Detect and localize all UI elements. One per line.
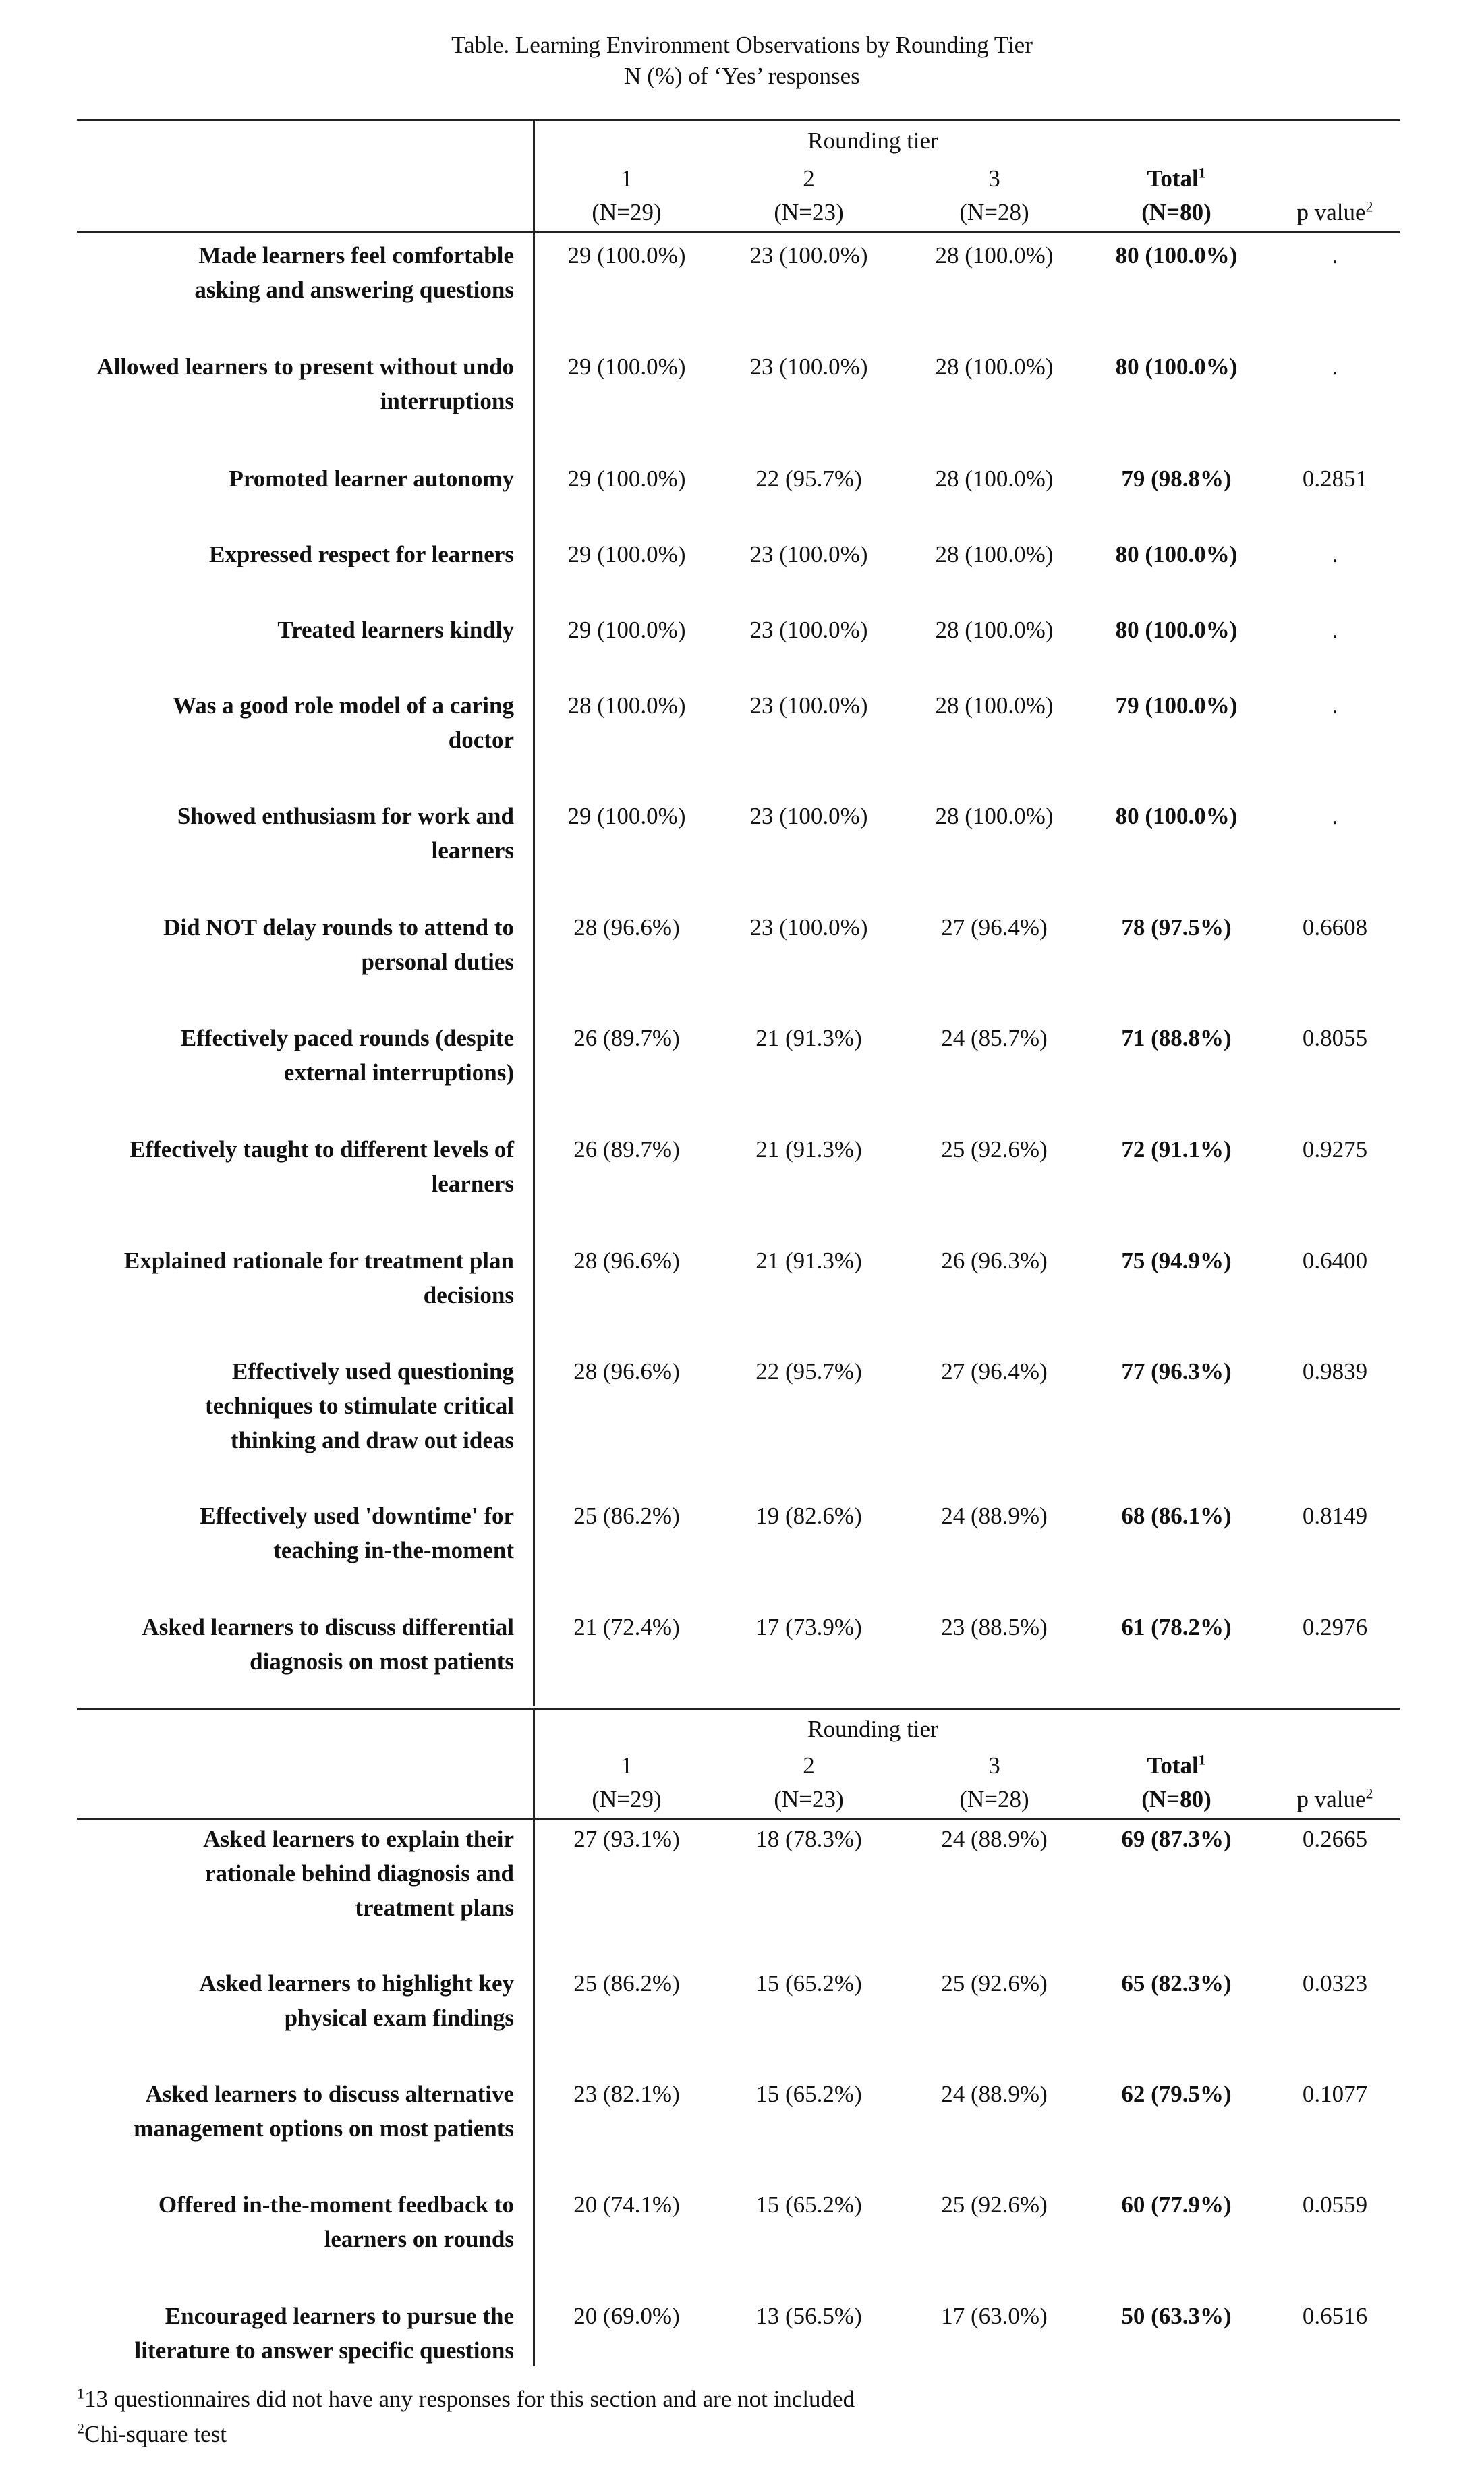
tier-1-cell: 25 (86.2%) bbox=[573, 1970, 680, 1997]
tier-3-cell: 27 (96.4%) bbox=[941, 914, 1048, 941]
tier-2-cell: 15 (65.2%) bbox=[755, 1970, 862, 1997]
row-label: Treated learners kindly bbox=[277, 617, 514, 643]
col-head-total: Total$^1$ (N=80) bbox=[1141, 164, 1211, 225]
tier-3-cell: 24 (85.7%) bbox=[941, 1025, 1048, 1051]
tier-2-cell: 23 (100.0%) bbox=[749, 803, 868, 829]
row-label: Effectively taught to different levels of learners bbox=[130, 1136, 514, 1197]
tier-2-cell: 23 (100.0%) bbox=[749, 617, 868, 643]
tier-2-cell: 22 (95.7%) bbox=[755, 466, 862, 492]
tier-3-cell: 17 (63.0%) bbox=[941, 2303, 1048, 2329]
tier-2-cell: 23 (100.0%) bbox=[749, 914, 868, 941]
tier-3-cell: 24 (88.9%) bbox=[941, 1826, 1048, 1852]
tier-1-cell: 29 (100.0%) bbox=[567, 617, 686, 643]
tier-1-cell: 26 (89.7%) bbox=[573, 1136, 680, 1163]
p-value-cell: 0.2665 bbox=[1302, 1826, 1368, 1852]
p-value-cell: . bbox=[1332, 354, 1338, 380]
section-2-header-rule bbox=[77, 1818, 1400, 1820]
p-value-cell: 0.0323 bbox=[1302, 1970, 1368, 1997]
total-cell: 78 (97.5%) bbox=[1121, 914, 1232, 941]
table-section-2 bbox=[77, 1708, 1400, 2370]
row-label: Asked learners to discuss differential diagnosis on most patients bbox=[142, 1614, 514, 1675]
total-cell: 71 (88.8%) bbox=[1121, 1025, 1232, 1051]
tier-3-cell: 24 (88.9%) bbox=[941, 2081, 1048, 2107]
tier-3-cell: 28 (100.0%) bbox=[935, 617, 1054, 643]
tier-3-cell: 26 (96.3%) bbox=[941, 1248, 1048, 1274]
tier-1-cell: 28 (96.6%) bbox=[573, 1248, 680, 1274]
tier-1-cell: 29 (100.0%) bbox=[567, 354, 686, 380]
tier-2-cell: 13 (56.5%) bbox=[755, 2303, 862, 2329]
col-head-p-value: p value$^2$ bbox=[1296, 198, 1373, 225]
tier-2-cell: 22 (95.7%) bbox=[755, 1358, 862, 1385]
tier-3-cell: 28 (100.0%) bbox=[935, 354, 1054, 380]
total-cell: 65 (82.3%) bbox=[1121, 1970, 1232, 1997]
row-label: Expressed respect for learners bbox=[209, 541, 514, 567]
tier-3-cell: 27 (96.4%) bbox=[941, 1358, 1048, 1385]
tier-1-cell: 21 (72.4%) bbox=[573, 1614, 680, 1640]
tier-1-cell: 28 (96.6%) bbox=[573, 914, 680, 941]
total-cell: 69 (87.3%) bbox=[1121, 1826, 1232, 1852]
total-cell: 80 (100.0%) bbox=[1115, 354, 1238, 380]
row-label: Showed enthusiasm for work and learners bbox=[177, 803, 514, 864]
col-head-p-value: p value$^2$ bbox=[1296, 1785, 1373, 1812]
col-head-tier-2: 2 (N=23) bbox=[774, 1752, 844, 1812]
row-label: Asked learners to explain their rationale behind diagnosis and treatment plans bbox=[203, 1826, 514, 1921]
tier-1-cell: 29 (100.0%) bbox=[567, 242, 686, 269]
p-value-cell: . bbox=[1332, 541, 1338, 567]
footnote-2: $^2$Chi-square test bbox=[77, 2420, 227, 2447]
tier-3-cell: 28 (100.0%) bbox=[935, 803, 1054, 829]
tier-3-cell: 23 (88.5%) bbox=[941, 1614, 1048, 1640]
tier-3-cell: 25 (92.6%) bbox=[941, 1136, 1048, 1163]
p-value-cell: 0.8149 bbox=[1302, 1503, 1368, 1529]
tier-2-cell: 21 (91.3%) bbox=[755, 1025, 862, 1051]
p-value-cell: . bbox=[1332, 242, 1338, 269]
p-value-cell: . bbox=[1332, 617, 1338, 643]
tier-1-cell: 28 (100.0%) bbox=[567, 692, 686, 719]
tier-1-cell: 28 (96.6%) bbox=[573, 1358, 680, 1385]
total-cell: 60 (77.9%) bbox=[1121, 2192, 1232, 2218]
total-cell: 62 (79.5%) bbox=[1121, 2081, 1232, 2107]
col-head-tier-1: 1 (N=29) bbox=[592, 1752, 662, 1812]
p-value-cell: 0.6400 bbox=[1302, 1248, 1368, 1274]
tier-3-cell: 25 (92.6%) bbox=[941, 1970, 1048, 1997]
tier-3-cell: 28 (100.0%) bbox=[935, 692, 1054, 719]
row-label: Offered in-the-moment feedback to learners on rounds bbox=[158, 2192, 514, 2252]
header-rule bbox=[77, 231, 1400, 233]
row-label: Explained rationale for treatment plan decisions bbox=[123, 1248, 514, 1308]
total-cell: 61 (78.2%) bbox=[1121, 1614, 1232, 1640]
row-label: Asked learners to discuss alternative management options on most patients bbox=[134, 2081, 514, 2142]
p-value-cell: . bbox=[1332, 692, 1338, 719]
row-label: Promoted learner autonomy bbox=[229, 466, 514, 492]
row-label: Effectively paced rounds (despite external interruptions) bbox=[180, 1025, 514, 1086]
footnotes bbox=[77, 2382, 855, 2452]
tier-1-cell: 25 (86.2%) bbox=[573, 1503, 680, 1529]
col-head-tier-2: 2 (N=23) bbox=[774, 165, 844, 225]
tier-2-cell: 17 (73.9%) bbox=[755, 1614, 862, 1640]
footnote-1: $^1$13 questionnaires did not have any responses for this section and are not included bbox=[77, 2384, 855, 2412]
p-value-cell: . bbox=[1332, 803, 1338, 829]
row-label: Did NOT delay rounds to attend to personal duties bbox=[163, 914, 514, 975]
total-cell: 80 (100.0%) bbox=[1115, 803, 1238, 829]
tier-2-cell: 18 (78.3%) bbox=[755, 1826, 862, 1852]
total-cell: 68 (86.1%) bbox=[1121, 1503, 1232, 1529]
p-value-cell: 0.2976 bbox=[1302, 1614, 1368, 1640]
tier-2-cell: 15 (65.2%) bbox=[755, 2081, 862, 2107]
row-label: Asked learners to highlight key physical exam findings bbox=[199, 1970, 514, 2031]
total-cell: 79 (100.0%) bbox=[1115, 692, 1238, 719]
tier-2-cell: 21 (91.3%) bbox=[755, 1248, 862, 1274]
total-cell: 80 (100.0%) bbox=[1115, 617, 1238, 643]
total-cell: 80 (100.0%) bbox=[1115, 541, 1238, 567]
tier-1-cell: 26 (89.7%) bbox=[573, 1025, 680, 1051]
tier-3-cell: 28 (100.0%) bbox=[935, 242, 1054, 269]
tier-3-cell: 24 (88.9%) bbox=[941, 1503, 1048, 1529]
tier-1-cell: 27 (93.1%) bbox=[573, 1826, 680, 1852]
row-label: Made learners feel comfortable asking and answering questions bbox=[194, 242, 514, 303]
col-head-tier-1: 1 (N=29) bbox=[592, 165, 662, 225]
tier-2-cell: 19 (82.6%) bbox=[755, 1503, 862, 1529]
total-cell: 50 (63.3%) bbox=[1121, 2303, 1232, 2329]
p-value-cell: 0.9275 bbox=[1302, 1136, 1368, 1163]
p-value-cell: 0.0559 bbox=[1302, 2192, 1368, 2218]
p-value-cell: 0.6516 bbox=[1302, 2303, 1368, 2329]
tier-1-cell: 20 (74.1%) bbox=[573, 2192, 680, 2218]
table-section-1 bbox=[77, 119, 1400, 1714]
col-head-total: Total$^1$ (N=80) bbox=[1141, 1751, 1211, 1812]
tier-1-cell: 29 (100.0%) bbox=[567, 466, 686, 492]
col-head-tier-3: 3 (N=28) bbox=[959, 1752, 1029, 1812]
col-head-tier-3: 3 (N=28) bbox=[959, 165, 1029, 225]
tier-1-cell: 29 (100.0%) bbox=[567, 803, 686, 829]
tier-1-cell: 29 (100.0%) bbox=[567, 541, 686, 567]
label-divider bbox=[533, 1708, 535, 2366]
table-title: Table. Learning Environment Observations by Rounding Tier bbox=[451, 32, 1033, 58]
tier-2-cell: 23 (100.0%) bbox=[749, 242, 868, 269]
section-2-top-rule bbox=[77, 1708, 1400, 1710]
table-subtitle: N (%) of ‘Yes’ responses bbox=[624, 63, 860, 89]
p-value-cell: 0.2851 bbox=[1302, 466, 1368, 492]
rounding-tier-label: Rounding tier bbox=[807, 128, 938, 154]
tier-2-cell: 23 (100.0%) bbox=[749, 692, 868, 719]
table-title-block bbox=[0, 30, 1484, 92]
tier-3-cell: 25 (92.6%) bbox=[941, 2192, 1048, 2218]
row-label: Was a good role model of a caring doctor bbox=[173, 692, 514, 753]
rounding-tier-label: Rounding tier bbox=[807, 1716, 938, 1742]
tier-2-cell: 15 (65.2%) bbox=[755, 2192, 862, 2218]
tier-2-cell: 21 (91.3%) bbox=[755, 1136, 862, 1163]
p-value-cell: 0.6608 bbox=[1302, 914, 1368, 941]
tier-2-cell: 23 (100.0%) bbox=[749, 354, 868, 380]
total-cell: 75 (94.9%) bbox=[1121, 1248, 1232, 1274]
row-label: Effectively used questioning techniques to stimulate critical thinking and draw out ideas bbox=[205, 1358, 514, 1453]
total-cell: 80 (100.0%) bbox=[1115, 242, 1238, 269]
tier-1-cell: 23 (82.1%) bbox=[573, 2081, 680, 2107]
tier-2-cell: 23 (100.0%) bbox=[749, 541, 868, 567]
label-divider bbox=[533, 119, 535, 1706]
total-cell: 72 (91.1%) bbox=[1121, 1136, 1232, 1163]
row-label: Allowed learners to present without undo interruptions bbox=[96, 354, 514, 414]
tier-3-cell: 28 (100.0%) bbox=[935, 541, 1054, 567]
tier-3-cell: 28 (100.0%) bbox=[935, 466, 1054, 492]
total-cell: 77 (96.3%) bbox=[1121, 1358, 1232, 1385]
p-value-cell: 0.1077 bbox=[1302, 2081, 1368, 2107]
row-label: Encouraged learners to pursue the literature to answer specific questions bbox=[134, 2303, 514, 2364]
tier-1-cell: 20 (69.0%) bbox=[573, 2303, 680, 2329]
top-rule bbox=[77, 119, 1400, 121]
p-value-cell: 0.9839 bbox=[1302, 1358, 1368, 1385]
p-value-cell: 0.8055 bbox=[1302, 1025, 1368, 1051]
row-label: Effectively used 'downtime' for teaching in-the-moment bbox=[200, 1503, 514, 1563]
total-cell: 79 (98.8%) bbox=[1121, 466, 1232, 492]
